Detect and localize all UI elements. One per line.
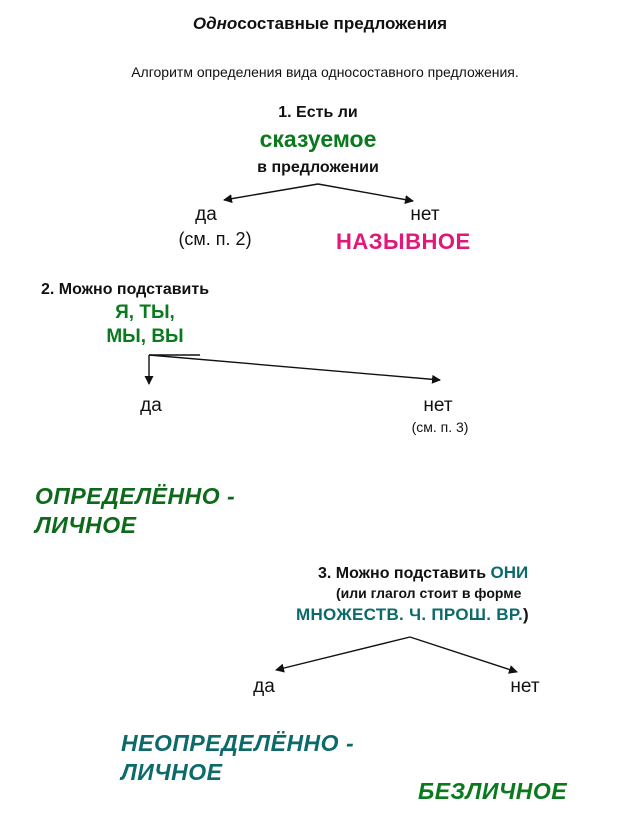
step2-arrow-no [149,355,440,380]
step1-keyword: сказуемое [259,126,377,152]
step1-yes-note: (см. п. 2) [178,229,252,249]
step3-condition: (или глагол стоит в форме [336,585,522,601]
step3-arrow-yes [276,637,410,670]
step1-arrow-yes [224,184,318,200]
step2-no-note: (см. п. 3) [411,419,469,435]
step2-result-line2: ЛИЧНОЕ [35,512,137,538]
step1-arrow-no [318,184,413,201]
step3-no-label: нет [510,676,540,697]
step1-yes-label: да [195,204,217,225]
title-italic-part: Одно [192,14,238,33]
step2-yes-label: да [140,395,162,416]
step1-no-label: нет [410,204,440,225]
page-subtitle: Алгоритм определения вида односоставного предложения. [131,64,519,80]
step3-form-close: ) [522,605,529,624]
title-rest: составные предложения [237,14,448,33]
step3-result-line2: ЛИЧНОЕ [121,759,223,785]
step2-pronouns-line1: Я, ТЫ, [115,302,175,323]
step3-question [318,563,528,583]
step1-result-nominative: НАЗЫВНОЕ [336,229,471,254]
step3-yes-label: да [253,676,275,697]
step2-no-label: нет [423,395,453,416]
step1-question: 1. Есть ли [278,104,358,121]
step3-arrow-no [410,637,517,672]
step3-form-line [296,605,529,625]
step2-result-line1: ОПРЕДЕЛЁННО - [35,483,236,509]
step3-result-line1: НЕОПРЕДЕЛЁННО - [121,730,355,756]
step3-pronoun: ОНИ [490,563,529,582]
step3-result-impersonal: БЕЗЛИЧНОЕ [418,778,568,804]
step2-question: 2. Можно подставить [41,281,210,298]
step1-question-end: в предложении [257,159,379,176]
step2-pronouns-line2: МЫ, ВЫ [106,326,184,347]
step3-form: МНОЖЕСТВ. Ч. ПРОШ. ВР. [296,605,523,624]
step3-question-text: 3. Можно подставить [318,565,487,582]
